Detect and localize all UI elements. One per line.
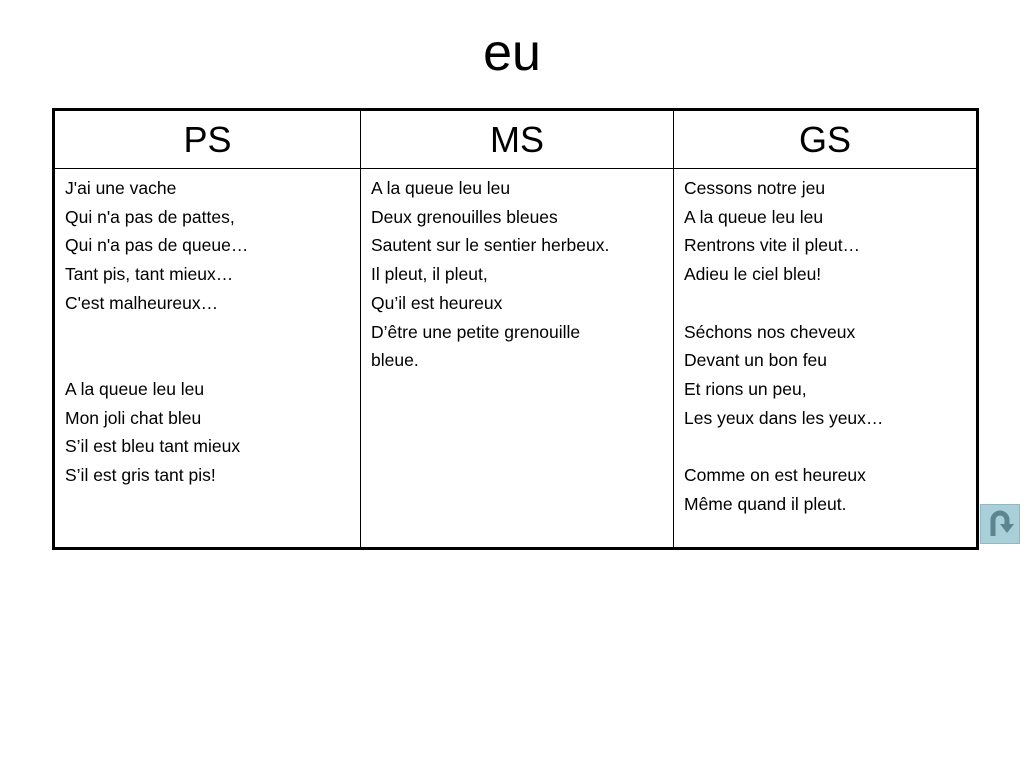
poem-line: A la queue leu leu — [371, 178, 511, 198]
poem-line: Mon joli chat bleu — [65, 407, 202, 428]
poem-line: bleue. — [371, 350, 419, 371]
poem-line: Sautent sur le sentier herbeux. — [371, 235, 610, 256]
poem-line: D’être une petite grenouille — [371, 321, 581, 342]
poem-line: Deux grenouilles bleues — [371, 206, 558, 227]
poem-line: Rentrons vite il pleut… — [684, 235, 861, 256]
slide-title: eu — [483, 24, 541, 82]
poem-line: Cessons notre jeu — [684, 178, 826, 198]
poem-line: C'est malheureux… — [65, 292, 219, 313]
poem-line: Comme on est heureux — [684, 465, 866, 485]
poem-line-blank — [65, 318, 350, 347]
poem-line: Les yeux dans les yeux… — [684, 407, 884, 428]
poem-cell-gs — [674, 169, 978, 549]
poem-line: Séchons nos cheveux — [684, 321, 856, 342]
poem-line-blank — [684, 432, 966, 461]
poem-row — [54, 169, 978, 549]
poem-line: Qui n'a pas de queue… — [65, 235, 249, 256]
u-turn-arrow-icon — [984, 508, 1016, 540]
poem-line: Qui n'a pas de pattes, — [65, 206, 235, 227]
poem-line: J'ai une vache — [65, 178, 177, 198]
poem-line-blank — [65, 346, 350, 375]
poem-line: Devant un bon feu — [684, 350, 828, 371]
poems-table — [52, 108, 979, 550]
poem-line: A la queue leu leu — [65, 378, 205, 399]
header-gs: GS — [674, 110, 978, 169]
header-ps: PS — [54, 110, 361, 169]
return-button[interactable] — [980, 504, 1020, 544]
poem-line: Tant pis, tant mieux… — [65, 264, 234, 285]
poem-cell-ps — [54, 169, 361, 549]
poem-line: Qu’il est heureux — [371, 292, 503, 313]
poem-line: S’il est gris tant pis! — [65, 465, 216, 485]
poem-line: A la queue leu leu — [684, 206, 824, 227]
poem-line: Même quand il pleut. — [684, 493, 847, 514]
poem-cell-ms — [361, 169, 674, 549]
header-ms: MS — [361, 110, 674, 169]
poem-line: S’il est bleu tant mieux — [65, 436, 241, 457]
header-row — [54, 110, 978, 169]
poem-line-blank — [684, 289, 966, 318]
poem-line: Il pleut, il pleut, — [371, 264, 488, 285]
poem-line: Et rions un peu, — [684, 378, 807, 399]
poem-line: Adieu le ciel bleu! — [684, 264, 822, 285]
